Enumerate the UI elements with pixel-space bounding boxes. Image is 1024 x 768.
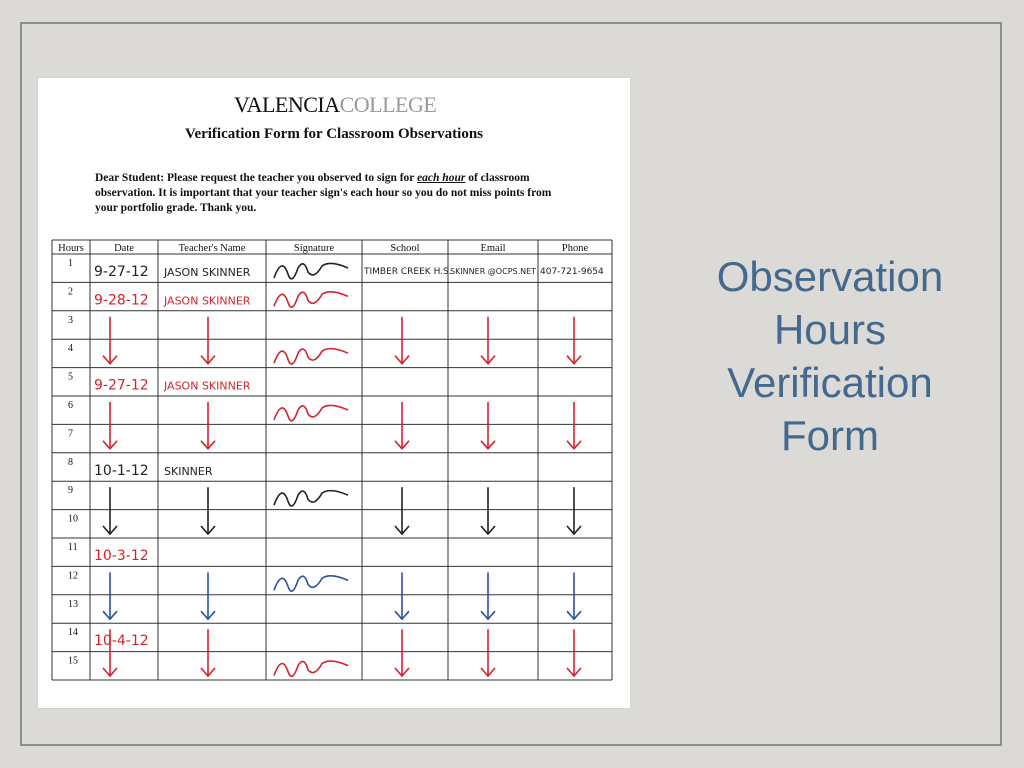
column-header: Hours	[58, 243, 84, 254]
signature-scribble	[274, 263, 348, 278]
signature-scribble	[274, 661, 348, 676]
scanned-form	[38, 78, 630, 708]
form-title: Verification Form for Classroom Observations	[184, 126, 484, 142]
hour-number: 7	[68, 428, 73, 440]
hour-number: 9	[68, 485, 73, 497]
hour-number: 12	[68, 570, 78, 582]
logo-faded: COLLEGE	[339, 92, 437, 117]
slide-title-line: Verification	[727, 359, 933, 406]
hour-number: 11	[68, 542, 78, 553]
slide-title-line: Form	[781, 412, 879, 459]
column-header: Date	[114, 243, 134, 254]
column-header: Phone	[561, 243, 589, 254]
signature-scribble	[274, 576, 348, 591]
signature-scribble	[274, 405, 348, 420]
signature-scribble	[274, 491, 348, 506]
signature-scribble	[274, 349, 348, 364]
logo-main: VALENCIA	[234, 92, 340, 117]
hour-number: 15	[68, 655, 78, 667]
handwritten-teacher: SKINNER	[164, 464, 213, 478]
hour-number: 5	[68, 371, 73, 383]
hour-number: 10	[68, 513, 78, 525]
handwritten-date: 9-28-12	[94, 292, 149, 309]
handwritten-email: SKINNER @OCPS.NET	[450, 267, 537, 276]
intro-text: Dear Student: Please request the teacher you observed to sign for	[95, 172, 418, 184]
hour-number: 13	[68, 598, 78, 610]
slide-title-line: Observation	[716, 253, 944, 300]
hour-number: 3	[68, 314, 73, 326]
signature-scribble	[274, 292, 348, 307]
hour-number: 2	[68, 286, 73, 298]
handwritten-date: 9-27-12	[94, 264, 149, 280]
hour-number: 8	[68, 456, 73, 468]
handwritten-phone: 407-721-9654	[540, 267, 604, 277]
hour-number: 4	[68, 343, 73, 355]
column-header: Email	[480, 243, 506, 254]
handwritten-date: 10-1-12	[94, 462, 149, 479]
hour-number: 1	[68, 258, 73, 269]
handwritten-teacher: JASON SKINNER	[164, 266, 251, 279]
slide-title-line: Hours	[773, 306, 887, 353]
column-header: Teacher's Name	[178, 243, 246, 254]
handwritten-date: 10-4-12	[94, 633, 149, 650]
handwritten-teacher: JASON SKINNER	[164, 294, 251, 308]
handwritten-teacher: JASON SKINNER	[164, 379, 251, 393]
column-header: Signature	[293, 243, 335, 254]
observation-table	[38, 78, 630, 708]
handwritten-date: 10-3-12	[94, 548, 149, 564]
handwritten-date: 9-27-12	[94, 377, 149, 394]
intro-text-rest: of classroom observation. It is important that your teacher sign's each hour so you do not miss points from your portfolio grade. Thank you.	[95, 172, 552, 214]
slide-title	[680, 250, 980, 462]
column-header: School	[390, 243, 420, 254]
hour-number: 6	[68, 400, 73, 411]
intro-emphasis: each hour	[417, 172, 466, 184]
hour-number: 14	[68, 627, 78, 639]
handwritten-school: TIMBER CREEK H.S.	[364, 267, 452, 277]
